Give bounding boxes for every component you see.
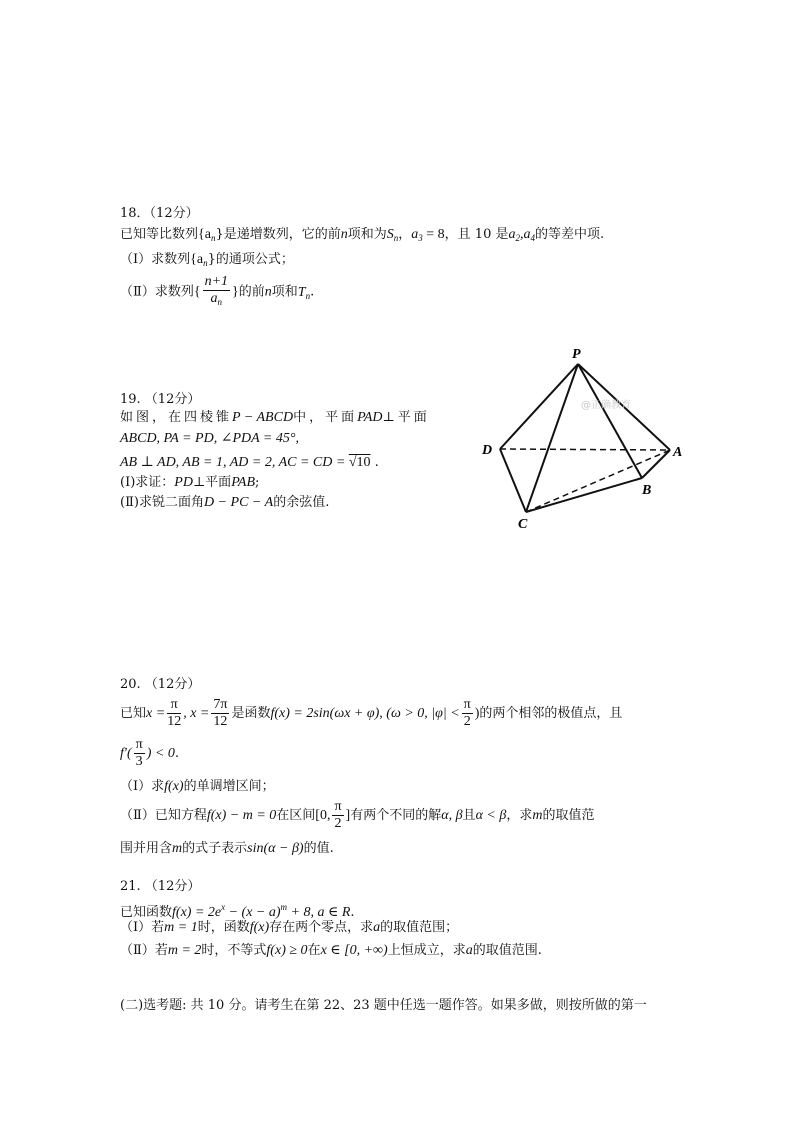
q20-part2-line1: （Ⅱ）已知方程f(x) − m = 0在区间[0, $\frac{\pi}{2}$ ]有两个不同的解α, β且α < β，求m的取值范 — [120, 799, 595, 831]
q18-fraction: $\frac{n+1}{a_n}$ — [204, 274, 229, 307]
q20-line2: f′( $\frac{\pi}{3}$ ) < 0. — [120, 737, 179, 769]
edge-CB — [526, 478, 642, 512]
q18-header: 18．（12分） — [120, 206, 199, 221]
vertex-label-P: P — [572, 347, 581, 362]
q19-part2: (Ⅱ)求锐二面角D − PC − A的余弦值. — [120, 495, 330, 510]
edge-PB — [578, 364, 642, 478]
q18-part2: （Ⅱ）求数列{ $\frac{n+1}{a_n}$ }的前n项和$T_n$. — [120, 274, 314, 314]
section2-instructions: (二)选考题: 共 10 分。请考生在第 22、23 题中任选一题作答。如果多做，则按所做的第一 — [120, 998, 647, 1013]
q20-part1: （Ⅰ）求f(x)的单调增区间； — [120, 779, 275, 794]
vertex-label-C: C — [518, 517, 528, 532]
q19-line3: AB ⊥ AD, AB = 1, AD = 2, AC = CD = √10 . — [120, 455, 379, 470]
q19-part1: (Ⅰ)求证：PD⊥平面PAB; — [120, 475, 260, 490]
q20-header: 20. （12分） — [120, 677, 201, 692]
q19-line2: ABCD, PA = PD, ∠PDA = 45°, — [120, 431, 299, 446]
q21-part1: （Ⅰ）若m = 1时，函数f(x)存在两个零点，求a的取值范围； — [120, 920, 459, 935]
vertex-label-B: B — [642, 483, 652, 498]
q19-line1: 如图，在四棱锥P − ABCD中，平面PAD⊥平面 — [120, 410, 430, 425]
q21-line1: 已知函数$f(x) = 2e^x - (x - a)^m + 8$, a ∈ R. — [120, 902, 355, 920]
q21-header: 21. （12分） — [120, 879, 201, 894]
vertex-label-A: A — [673, 445, 683, 460]
q20-line1: 已知x = $\frac{\pi}{12}$ , x = $\frac{7\pi}{12}$ 是函数f(x) = 2sin(ωx + φ), (ω > 0, |φ| < $\frac{\pi}{2}$ )的两个相邻的极值点，且 — [120, 697, 623, 729]
q21-part2: （Ⅱ）若m = 2时，不等式f(x) ≥ 0在x ∈ [0, +∞)上恒成立，求a的取值范围. — [120, 943, 542, 958]
vertex-label-D: D — [482, 443, 493, 458]
edge-PC — [526, 364, 578, 512]
edge-CA-hidden — [526, 450, 670, 512]
q20-part2-line2: 围并用含m的式子表示sin(α − β)的值. — [120, 841, 334, 856]
edge-PD — [500, 364, 578, 449]
edge-DA-hidden — [500, 449, 670, 450]
edge-DC — [500, 449, 526, 512]
q18-stem: 已知等比数列$\{a_n\}$是递增数列，它的前n项和为$S_n$，$a_3 = 8$，且 10 是$a_2,a_4$的等差中项. — [120, 227, 605, 243]
watermark: @正确教育 — [581, 400, 631, 411]
edge-BA — [642, 450, 670, 478]
pyramid-figure — [476, 342, 700, 532]
q18-part1: （Ⅰ）求数列$\{a_n\}$的通项公式； — [120, 252, 294, 268]
q19-header: 19. （12分） — [120, 392, 201, 407]
